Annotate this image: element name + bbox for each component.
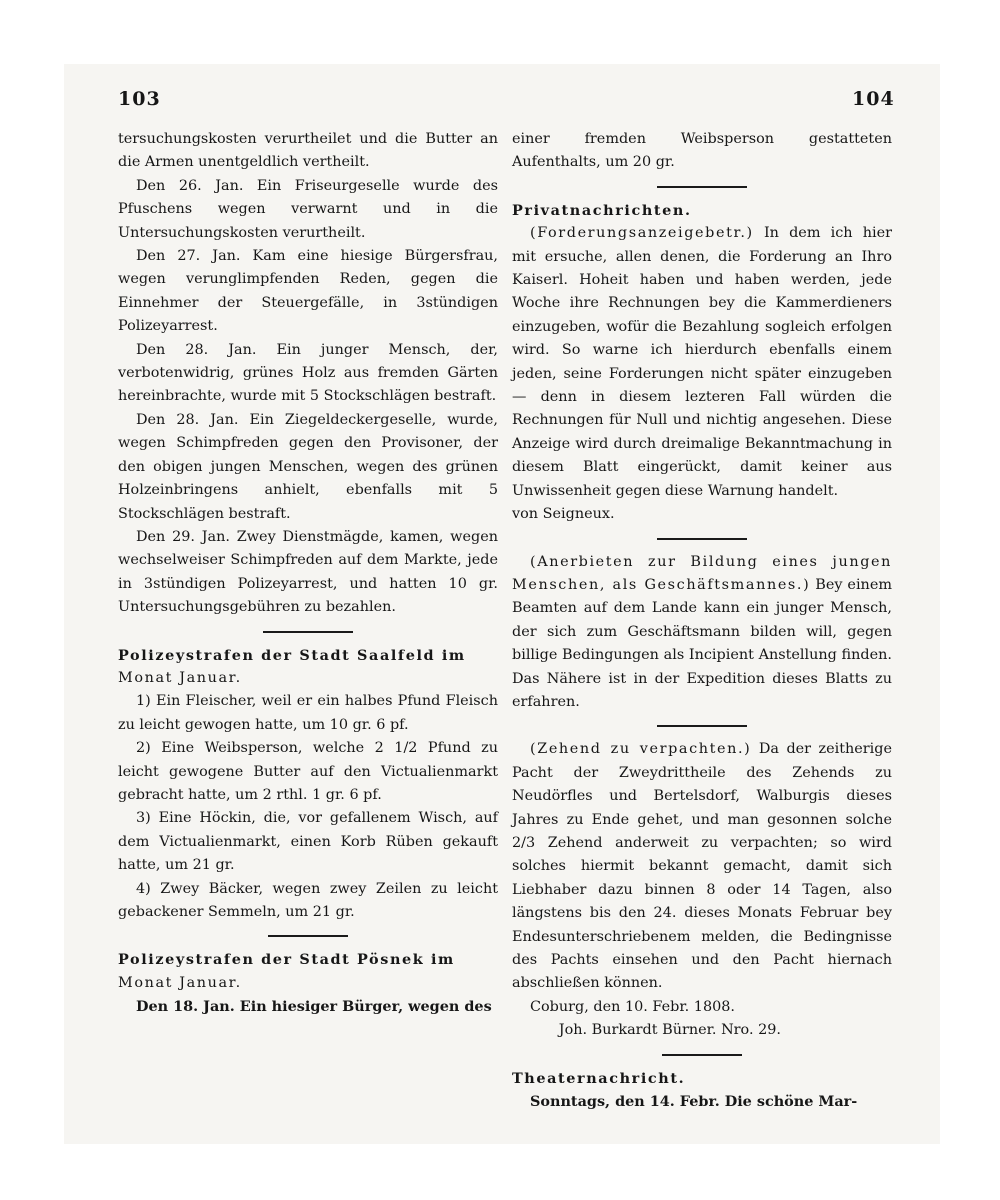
notice [512,551,892,715]
notice-body: Da der zeitherige Pacht der Zweydrittheile des Zehends zu Neudörfles und Bertelsdorf, Walburgis dieses Jahres zu Ende gehet, und man gesonnen solche 2/3 Zehend anderweit zu verpachten; so wird solches hiermit bekannt gemacht, damit sich Liebhaber dazu binnen 8 oder 14 Tagen, also längstens bis den 24. dieses Monats Februar bey Endesunterschriebenem melden, die Bedingnisse des Pachts einsehen und den Pacht hiernach abschließen können. [512,741,892,992]
section-divider [657,538,747,540]
page-number-right: 104 [852,88,895,110]
list-item: 3) Eine Höckin, die, vor gefallenem Wisch, auf dem Victualienmarkt, einen Korb Rüben gekauft hatte, um 21 gr. [118,810,498,874]
paragraph: tersuchungskosten verurtheilet und die Butter an die Armen unentgeldlich vertheilt. [118,131,498,171]
section-divider [263,631,353,633]
section-subheading: Monat Januar. [118,974,242,991]
section-heading: Polizeystrafen der Stadt Saalfeld im [118,646,466,664]
paragraph: Den 26. Jan. Ein Friseurgeselle wurde des Pfuschens wegen verwarnt und in die Untersuchungskosten verurtheilt. [118,177,498,241]
section-heading: Privatnachrichten. [512,201,692,219]
section-heading: Theaternachricht. [512,1069,686,1087]
paragraph: Den 28. Jan. Ein Ziegeldeckergeselle, wurde, wegen Schimpfreden gegen den Provisoner, der den obigen jungen Menschen, wegen des grünen Holzeinbringens anhielt, ebenfalls mit 5 Stockschlägen bestraft. [118,411,498,522]
section-divider [662,1054,742,1056]
paragraph: Den 29. Jan. Zwey Dienstmägde, kamen, wegen wechselweiser Schimpfreden auf dem Markte, jede in 3stündigen Polizeyarrest, und hatten 10 gr. Untersuchungsgebühren zu bezahlen. [118,528,498,616]
dateline: Coburg, den 10. Febr. 1808. [530,998,735,1015]
list-item: 1) Ein Fleischer, weil er ein halbes Pfund Fleisch zu leicht gewogen hatte, um 10 gr. 6 pf. [118,693,498,733]
section-subheading: Monat Januar. [118,669,242,686]
section-divider [657,725,747,727]
list-item: 2) Eine Weibsperson, welche 2 1/2 Pfund zu leicht gewogene Butter auf den Victualienmarkt gebracht hatte, um 2 rthl. 1 gr. 6 pf. [118,740,498,803]
paragraph: einer fremden Weibsperson gestatteten Aufenthalts, um 20 gr. [512,131,892,171]
section-divider [268,935,348,937]
notice-title: (Anerbieten zur Bildung eines jungen Menschen, als Geschäftsmannes.) [512,553,892,593]
notice [512,738,892,995]
page-number-left: 103 [118,88,161,110]
paragraph: Sonntags, den 14. Febr. Die schöne Mar- [530,1093,858,1111]
section-heading: Polizeystrafen der Stadt Pösnek im [118,951,455,969]
signature: Joh. Burkardt Bürner. Nro. 29. [558,1022,781,1039]
notice [512,222,892,503]
notice-title: (Forderungsanzeigebetr.) [530,225,754,242]
section-divider [657,186,747,188]
paragraph: Den 18. Jan. Ein hiesiger Bürger, wegen des [136,998,492,1016]
notice-body: Bey einem Beamten auf dem Lande kann ein junger Mensch, der sich zum Geschäftsmann bilden will, gegen billige Bedingungen als Incipient Anstellung finden. Das Nähere ist in der Expedition dieses Blatts zu erfahren. [512,576,892,710]
paragraph: Den 28. Jan. Ein junger Mensch, der, verbotenwidrig, grünes Holz aus fremden Gärten hereinbrachte, wurde mit 5 Stockschlägen bestraft. [118,341,498,405]
notice-body: In dem ich hier mit ersuche, allen denen, die Forderung an Ihro Kaiserl. Hoheit haben und haben werden, jede Woche ihre Rechnungen bey die Kammerdieners einzugeben, wofür die Bezahlung sogleich erfolgen wird. So warne ich hierdurch ebenfalls einem jeden, seine Forderungen nicht später einzugeben — denn in diesem lezteren Fall würden die Rechnungen für Null und nichtig angesehen. Diese Anzeige wird durch dreimalige Bekanntmachung in diesem Blatt eingerückt, damit keiner aus Unwissenheit gegen diese Warnung handelt. [512,225,893,499]
list-item: 4) Zwey Bäcker, wegen zwey Zeilen zu leicht gebackener Semmeln, um 21 gr. [118,880,498,920]
signature: von Seigneux. [512,506,615,523]
paragraph: Den 27. Jan. Kam eine hiesige Bürgersfrau, wegen verunglimpfenden Reden, gegen die Einnehmer der Steuergefälle, in 3stündigen Polizeyarrest. [118,248,498,335]
right-column [512,128,892,1113]
notice-title: (Zehend zu verpachten.) [530,741,752,758]
left-column [118,128,498,1019]
